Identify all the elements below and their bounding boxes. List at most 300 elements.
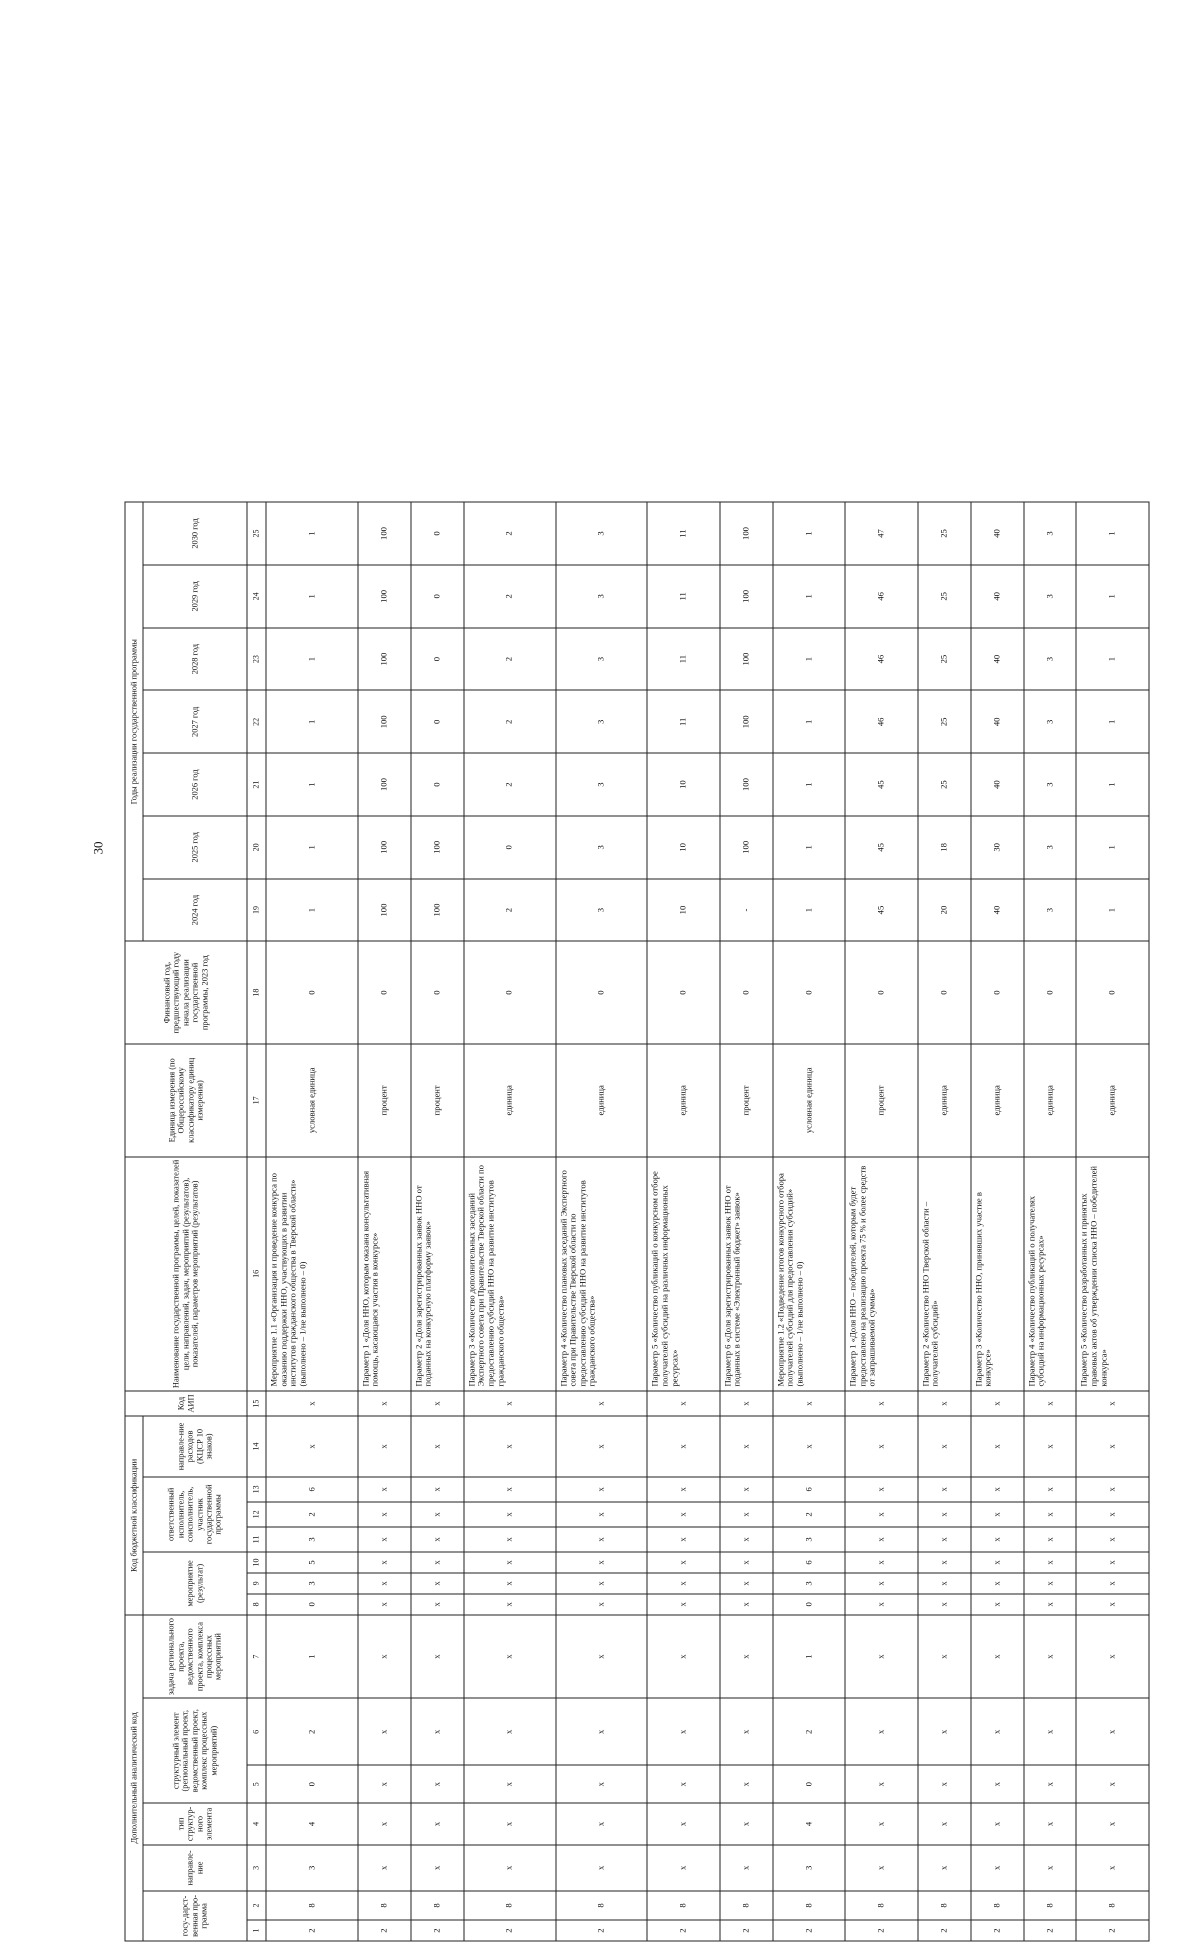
table-row bbox=[720, 502, 773, 1941]
year-value: 25 bbox=[918, 502, 971, 565]
code-cell: x bbox=[720, 1573, 773, 1594]
unit-cell: единица bbox=[1024, 1044, 1077, 1157]
indicator-name: Параметр 4 «Количество публикаций о получателях субсидий на информационных ресурсах» bbox=[1024, 1157, 1077, 1391]
code-cell: x bbox=[720, 1615, 773, 1699]
code-cell: x bbox=[845, 1552, 917, 1573]
year-value: 100 bbox=[358, 879, 411, 942]
base-year-value: 0 bbox=[266, 941, 358, 1043]
column-number: 10 bbox=[247, 1552, 266, 1573]
code-cell: x bbox=[464, 1845, 556, 1891]
header-year-2030: 2030 год bbox=[143, 502, 247, 565]
base-year-value: 0 bbox=[845, 941, 917, 1043]
year-value: 100 bbox=[720, 502, 773, 565]
column-number: 24 bbox=[247, 565, 266, 628]
year-value: 2 bbox=[464, 565, 556, 628]
code-cell: 3 bbox=[266, 1845, 358, 1891]
code-cell: x bbox=[918, 1698, 971, 1765]
table-row bbox=[918, 502, 971, 1941]
code-cell: 8 bbox=[918, 1891, 971, 1920]
year-value: 1 bbox=[266, 628, 358, 691]
column-number: 4 bbox=[247, 1803, 266, 1845]
code-cell: x bbox=[845, 1698, 917, 1765]
code-cell: x bbox=[918, 1416, 971, 1477]
code-cell: x bbox=[647, 1615, 719, 1699]
year-value: 46 bbox=[845, 565, 917, 628]
header-year-2029: 2029 год bbox=[143, 565, 247, 628]
column-number: 25 bbox=[247, 502, 266, 565]
code-cell: 3 bbox=[773, 1845, 845, 1891]
code-cell: x bbox=[918, 1477, 971, 1502]
code-cell: x bbox=[971, 1615, 1024, 1699]
year-value: 10 bbox=[647, 816, 719, 879]
year-value: 3 bbox=[556, 879, 648, 942]
column-number: 9 bbox=[247, 1573, 266, 1594]
table-row bbox=[464, 502, 556, 1941]
code-cell: x bbox=[647, 1527, 719, 1552]
code-cell: x bbox=[918, 1765, 971, 1803]
indicator-name: Мероприятие 1.2 «Подведение итогов конкурсного отбора получателей субсидий для предоставления субсидий» (выполнено – 1/не выполнено – 0) bbox=[773, 1157, 845, 1391]
unit-cell: единица bbox=[647, 1044, 719, 1157]
table-body bbox=[247, 502, 1149, 1941]
base-year-value: 0 bbox=[1024, 941, 1077, 1043]
code-cell: x bbox=[918, 1594, 971, 1615]
year-value: 1 bbox=[266, 816, 358, 879]
code-cell: x bbox=[647, 1573, 719, 1594]
code-cell: x bbox=[358, 1527, 411, 1552]
code-cell: x bbox=[1076, 1552, 1149, 1573]
base-year-value: 0 bbox=[1076, 941, 1149, 1043]
year-value: 40 bbox=[971, 690, 1024, 753]
base-year-value: 0 bbox=[556, 941, 648, 1043]
year-value: 3 bbox=[1024, 502, 1077, 565]
code-cell: x bbox=[411, 1416, 464, 1477]
code-cell: x bbox=[918, 1502, 971, 1527]
code-cell: x bbox=[556, 1552, 648, 1573]
code-cell: x bbox=[720, 1527, 773, 1552]
base-year-value: 0 bbox=[411, 941, 464, 1043]
unit-cell: процент bbox=[720, 1044, 773, 1157]
code-cell: x bbox=[411, 1477, 464, 1502]
code-cell: x bbox=[556, 1527, 648, 1552]
code-cell: 3 bbox=[266, 1573, 358, 1594]
code-cell: 2 bbox=[266, 1698, 358, 1765]
code-cell: 1 bbox=[773, 1615, 845, 1699]
code-cell: x bbox=[647, 1416, 719, 1477]
column-number: 15 bbox=[247, 1391, 266, 1416]
column-number: 20 bbox=[247, 816, 266, 879]
code-cell: x bbox=[971, 1765, 1024, 1803]
year-value: 1 bbox=[773, 502, 845, 565]
code-cell: x bbox=[1076, 1698, 1149, 1765]
column-number: 7 bbox=[247, 1615, 266, 1699]
code-cell: x bbox=[556, 1391, 648, 1416]
year-value: 10 bbox=[647, 879, 719, 942]
column-number: 18 bbox=[247, 941, 266, 1043]
code-cell: x bbox=[556, 1615, 648, 1699]
code-cell: x bbox=[556, 1416, 648, 1477]
column-number: 13 bbox=[247, 1477, 266, 1502]
code-cell: x bbox=[1024, 1477, 1077, 1502]
column-number: 23 bbox=[247, 628, 266, 691]
indicator-name: Параметр 6 «Доля зарегистрированных заявок ННО от поданных в системе «Электронный бюджет» заявок» bbox=[720, 1157, 773, 1391]
column-number: 14 bbox=[247, 1416, 266, 1477]
code-cell: x bbox=[464, 1502, 556, 1527]
code-cell: x bbox=[358, 1477, 411, 1502]
code-cell: x bbox=[918, 1391, 971, 1416]
code-cell: x bbox=[845, 1845, 917, 1891]
code-cell: x bbox=[358, 1391, 411, 1416]
code-cell: 0 bbox=[266, 1594, 358, 1615]
code-cell: x bbox=[464, 1416, 556, 1477]
year-value: 3 bbox=[556, 816, 648, 879]
code-cell: x bbox=[411, 1803, 464, 1845]
code-cell: x bbox=[720, 1845, 773, 1891]
year-value: 11 bbox=[647, 502, 719, 565]
code-cell: x bbox=[464, 1391, 556, 1416]
year-value: 1 bbox=[1076, 753, 1149, 816]
code-cell: x bbox=[1076, 1594, 1149, 1615]
code-cell: x bbox=[720, 1416, 773, 1477]
code-cell: x bbox=[464, 1615, 556, 1699]
code-cell: 5 bbox=[266, 1552, 358, 1573]
year-value: 100 bbox=[720, 628, 773, 691]
code-cell: 6 bbox=[773, 1552, 845, 1573]
code-cell: x bbox=[1076, 1391, 1149, 1416]
code-cell: 0 bbox=[773, 1765, 845, 1803]
code-cell: x bbox=[358, 1502, 411, 1527]
code-cell: x bbox=[971, 1803, 1024, 1845]
year-value: 11 bbox=[647, 628, 719, 691]
base-year-value: 0 bbox=[971, 941, 1024, 1043]
year-value: 100 bbox=[411, 816, 464, 879]
year-value: 20 bbox=[918, 879, 971, 942]
year-value: 1 bbox=[773, 816, 845, 879]
code-cell: x bbox=[464, 1527, 556, 1552]
code-cell: x bbox=[918, 1527, 971, 1552]
year-value: 1 bbox=[266, 565, 358, 628]
code-cell: x bbox=[918, 1573, 971, 1594]
code-cell: 3 bbox=[773, 1527, 845, 1552]
code-cell: x bbox=[720, 1477, 773, 1502]
code-cell: x bbox=[556, 1845, 648, 1891]
code-cell: 2 bbox=[464, 1920, 556, 1941]
code-cell: x bbox=[1024, 1527, 1077, 1552]
year-value: 100 bbox=[358, 502, 411, 565]
year-value: 100 bbox=[720, 690, 773, 753]
year-value: 1 bbox=[773, 879, 845, 942]
column-number: 19 bbox=[247, 879, 266, 942]
year-value: 1 bbox=[1076, 690, 1149, 753]
year-value: 3 bbox=[556, 628, 648, 691]
code-cell: x bbox=[464, 1698, 556, 1765]
unit-cell: единица bbox=[918, 1044, 971, 1157]
header-executor: ответственный исполнитель, соисполнитель, участник государственной программы bbox=[143, 1477, 247, 1552]
code-cell: x bbox=[464, 1552, 556, 1573]
code-cell: x bbox=[647, 1698, 719, 1765]
code-cell: 8 bbox=[720, 1891, 773, 1920]
code-cell: 2 bbox=[773, 1920, 845, 1941]
code-cell: x bbox=[556, 1573, 648, 1594]
code-cell: 2 bbox=[266, 1502, 358, 1527]
year-value: 100 bbox=[720, 816, 773, 879]
year-value: 1 bbox=[773, 628, 845, 691]
unit-cell: единица bbox=[464, 1044, 556, 1157]
code-cell: x bbox=[556, 1502, 648, 1527]
code-cell: x bbox=[845, 1573, 917, 1594]
code-cell: 8 bbox=[556, 1891, 648, 1920]
table-row bbox=[773, 502, 845, 1941]
code-cell: x bbox=[647, 1391, 719, 1416]
code-cell: x bbox=[647, 1502, 719, 1527]
code-cell: x bbox=[971, 1594, 1024, 1615]
year-value: 25 bbox=[918, 753, 971, 816]
year-value: 1 bbox=[1076, 565, 1149, 628]
year-value: 100 bbox=[720, 753, 773, 816]
year-value: 100 bbox=[720, 565, 773, 628]
table-row bbox=[266, 502, 358, 1941]
year-value: 46 bbox=[845, 628, 917, 691]
code-cell: x bbox=[1024, 1391, 1077, 1416]
code-cell: x bbox=[358, 1552, 411, 1573]
table-row bbox=[358, 502, 411, 1941]
code-cell: x bbox=[845, 1502, 917, 1527]
year-value: 1 bbox=[1076, 502, 1149, 565]
code-cell: x bbox=[1076, 1527, 1149, 1552]
year-value: 45 bbox=[845, 753, 917, 816]
year-value: 100 bbox=[358, 753, 411, 816]
code-cell: 2 bbox=[556, 1920, 648, 1941]
code-cell: x bbox=[845, 1527, 917, 1552]
header-struct-type: тип структур-ного элемента bbox=[143, 1803, 247, 1845]
base-year-value: 0 bbox=[464, 941, 556, 1043]
code-cell: 2 bbox=[845, 1920, 917, 1941]
year-value: 100 bbox=[358, 565, 411, 628]
column-number: 12 bbox=[247, 1502, 266, 1527]
indicator-name: Параметр 3 «Количество дополнительных заседаний Экспертного совета при Правительстве Тверской области по предоставлению субсидий ННО на развитие институтов гражданского общества» bbox=[464, 1157, 556, 1391]
code-cell: x bbox=[1076, 1573, 1149, 1594]
year-value: 0 bbox=[411, 502, 464, 565]
year-value: 0 bbox=[411, 628, 464, 691]
unit-cell: единица bbox=[971, 1044, 1024, 1157]
base-year-value: 0 bbox=[720, 941, 773, 1043]
code-cell: 8 bbox=[971, 1891, 1024, 1920]
code-cell: x bbox=[556, 1765, 648, 1803]
code-cell: x bbox=[411, 1615, 464, 1699]
column-number: 17 bbox=[247, 1044, 266, 1157]
header-name: Наименование государственной программы, целей, показателей цели, направлений, задач, мероприятий (результатов), показателей, параметров мероприятий (результатов) bbox=[125, 1157, 247, 1391]
indicator-name: Параметр 3 «Количество ННО, принявших участие в конкурсе» bbox=[971, 1157, 1024, 1391]
code-cell: x bbox=[845, 1416, 917, 1477]
code-cell: 2 bbox=[1024, 1920, 1077, 1941]
code-cell: x bbox=[647, 1803, 719, 1845]
code-cell: x bbox=[1024, 1416, 1077, 1477]
table-row bbox=[556, 502, 648, 1941]
year-value: 3 bbox=[1024, 690, 1077, 753]
year-value: 3 bbox=[556, 502, 648, 565]
table-row bbox=[971, 502, 1024, 1941]
year-value: 0 bbox=[464, 816, 556, 879]
code-cell: 8 bbox=[411, 1891, 464, 1920]
code-cell: x bbox=[1024, 1615, 1077, 1699]
code-cell: 1 bbox=[266, 1615, 358, 1699]
code-cell: x bbox=[971, 1527, 1024, 1552]
code-cell: x bbox=[1076, 1845, 1149, 1891]
column-number: 1 bbox=[247, 1920, 266, 1941]
base-year-value: 0 bbox=[647, 941, 719, 1043]
code-cell: 6 bbox=[266, 1477, 358, 1502]
code-cell: 8 bbox=[358, 1891, 411, 1920]
code-cell: 8 bbox=[773, 1891, 845, 1920]
year-value: 3 bbox=[1024, 628, 1077, 691]
code-cell: 2 bbox=[1076, 1920, 1149, 1941]
header-year-2026: 2026 год bbox=[143, 753, 247, 816]
year-value: 45 bbox=[845, 879, 917, 942]
code-cell: x bbox=[358, 1573, 411, 1594]
code-cell: x bbox=[845, 1594, 917, 1615]
code-cell: x bbox=[1024, 1502, 1077, 1527]
header-budget-code: Код бюджетной классификации bbox=[125, 1416, 143, 1615]
code-cell: x bbox=[411, 1391, 464, 1416]
table-row bbox=[845, 502, 917, 1941]
unit-cell: условная единица bbox=[773, 1044, 845, 1157]
year-value: 3 bbox=[556, 753, 648, 816]
column-number: 3 bbox=[247, 1845, 266, 1891]
code-cell: x bbox=[411, 1845, 464, 1891]
year-value: 1 bbox=[266, 753, 358, 816]
year-value: 1 bbox=[1076, 879, 1149, 942]
code-cell: x bbox=[845, 1803, 917, 1845]
year-value: 1 bbox=[266, 502, 358, 565]
year-value: 3 bbox=[556, 690, 648, 753]
year-value: 3 bbox=[1024, 816, 1077, 879]
table-row bbox=[1076, 502, 1149, 1941]
year-value: 10 bbox=[647, 753, 719, 816]
year-value: 2 bbox=[464, 628, 556, 691]
column-number: 16 bbox=[247, 1157, 266, 1391]
year-value: 40 bbox=[971, 565, 1024, 628]
year-value: 0 bbox=[411, 690, 464, 753]
code-cell: x bbox=[773, 1416, 845, 1477]
code-cell: 4 bbox=[266, 1803, 358, 1845]
header-expense: направле-ние расходов (КЦСР 10 знаков) bbox=[143, 1416, 247, 1477]
code-cell: 8 bbox=[845, 1891, 917, 1920]
header-gp: госу-дарст-венная про-грамма bbox=[143, 1891, 247, 1941]
year-value: 25 bbox=[918, 565, 971, 628]
table-row bbox=[411, 502, 464, 1941]
code-cell: x bbox=[647, 1845, 719, 1891]
code-cell: x bbox=[971, 1845, 1024, 1891]
code-cell: x bbox=[556, 1477, 648, 1502]
code-cell: 8 bbox=[1024, 1891, 1077, 1920]
code-cell: 2 bbox=[918, 1920, 971, 1941]
unit-cell: единица bbox=[556, 1044, 648, 1157]
code-cell: x bbox=[464, 1594, 556, 1615]
code-cell: x bbox=[1076, 1803, 1149, 1845]
code-cell: x bbox=[845, 1765, 917, 1803]
code-cell: x bbox=[971, 1477, 1024, 1502]
indicator-name: Мероприятие 1.1 «Организация и проведение конкурса по оказанию поддержки ННО, участвующих в развитии институтов гражданского общества в Тверской области» (выполнено – 1/не выполнено – 0) bbox=[266, 1157, 358, 1391]
code-cell: x bbox=[411, 1573, 464, 1594]
column-number: 8 bbox=[247, 1594, 266, 1615]
year-value: 3 bbox=[556, 565, 648, 628]
year-value: 100 bbox=[358, 816, 411, 879]
code-cell: 3 bbox=[266, 1527, 358, 1552]
unit-cell: процент bbox=[358, 1044, 411, 1157]
code-cell: x bbox=[1024, 1698, 1077, 1765]
year-value: 18 bbox=[918, 816, 971, 879]
code-cell: x bbox=[358, 1803, 411, 1845]
unit-cell: единица bbox=[1076, 1044, 1149, 1157]
code-cell: x bbox=[845, 1391, 917, 1416]
code-cell: x bbox=[918, 1552, 971, 1573]
code-cell: x bbox=[1024, 1573, 1077, 1594]
code-cell: 2 bbox=[720, 1920, 773, 1941]
year-value: 3 bbox=[1024, 565, 1077, 628]
code-cell: x bbox=[358, 1416, 411, 1477]
header-unit: Единица измерения (по Общероссийскому классификатору единиц измерения) bbox=[125, 1044, 247, 1157]
indicator-name: Параметр 2 «Доля зарегистрированных заявок ННО от поданных на конкурсную платформу заявок» bbox=[411, 1157, 464, 1391]
year-value: 40 bbox=[971, 879, 1024, 942]
year-value: - bbox=[720, 879, 773, 942]
code-cell: 2 bbox=[773, 1502, 845, 1527]
code-cell: x bbox=[773, 1391, 845, 1416]
header-year-2024: 2024 год bbox=[143, 879, 247, 942]
year-value: 47 bbox=[845, 502, 917, 565]
code-cell: x bbox=[720, 1502, 773, 1527]
code-cell: x bbox=[647, 1552, 719, 1573]
table-row bbox=[647, 502, 719, 1941]
indicators-table-rotated bbox=[125, 502, 1150, 1942]
code-cell: x bbox=[918, 1803, 971, 1845]
code-cell: x bbox=[411, 1527, 464, 1552]
year-value: 100 bbox=[358, 690, 411, 753]
code-cell: x bbox=[358, 1698, 411, 1765]
header-year-2028: 2028 год bbox=[143, 628, 247, 691]
code-cell: 8 bbox=[464, 1891, 556, 1920]
code-cell: x bbox=[971, 1416, 1024, 1477]
base-year-value: 0 bbox=[773, 941, 845, 1043]
indicator-name: Параметр 1 «Доля ННО, которым оказана консультативная помощь, касающаяся участия в конкурсе» bbox=[358, 1157, 411, 1391]
year-value: 46 bbox=[845, 690, 917, 753]
code-cell: x bbox=[411, 1552, 464, 1573]
indicator-name: Параметр 2 «Количество ННО Тверской области – получателей субсидий» bbox=[918, 1157, 971, 1391]
year-value: 25 bbox=[918, 628, 971, 691]
code-cell: x bbox=[358, 1594, 411, 1615]
code-cell: 6 bbox=[773, 1477, 845, 1502]
year-value: 40 bbox=[971, 753, 1024, 816]
code-cell: 2 bbox=[773, 1698, 845, 1765]
year-value: 1 bbox=[773, 753, 845, 816]
header-task: задача регионального проекта, ведомственного проекта, комплекса процессных мероприятий bbox=[143, 1615, 247, 1699]
indicator-name: Параметр 1 «Доля ННО – победителей, которым будет предоставлено на реализацию проекта 75 % и более средств от запрашиваемой суммы» bbox=[845, 1157, 917, 1391]
column-number: 5 bbox=[247, 1765, 266, 1803]
unit-cell: процент bbox=[411, 1044, 464, 1157]
code-cell: x bbox=[1076, 1416, 1149, 1477]
code-cell: x bbox=[720, 1552, 773, 1573]
code-cell: x bbox=[1024, 1765, 1077, 1803]
code-cell: x bbox=[647, 1594, 719, 1615]
column-number: 11 bbox=[247, 1527, 266, 1552]
year-value: 3 bbox=[1024, 879, 1077, 942]
year-value: 25 bbox=[918, 690, 971, 753]
code-cell: x bbox=[1076, 1765, 1149, 1803]
code-cell: x bbox=[720, 1391, 773, 1416]
year-value: 45 bbox=[845, 816, 917, 879]
code-cell: x bbox=[411, 1594, 464, 1615]
code-cell: x bbox=[358, 1845, 411, 1891]
code-cell: x bbox=[358, 1615, 411, 1699]
year-value: 1 bbox=[266, 690, 358, 753]
